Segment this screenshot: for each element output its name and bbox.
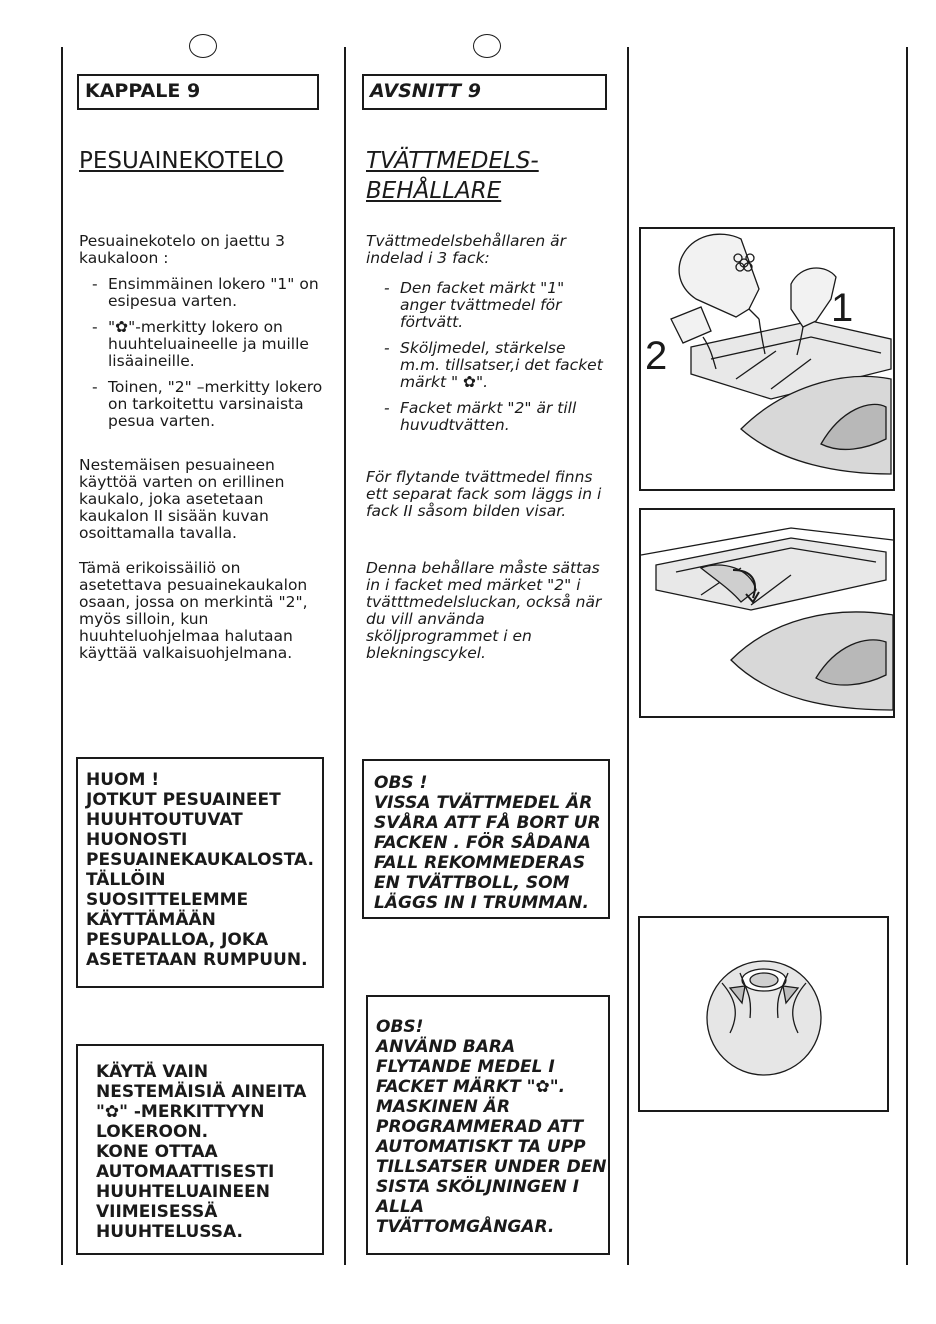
- compartment-list-fi: [88, 276, 324, 439]
- column-divider-left: [61, 47, 63, 1265]
- special-container-para-fi: Tämä erikoissäiliö on asetettava pesuainekaukalon osaan, jossa on merkintä "2", myös silloin, kun huuhteluohjelmaa halutaan käyttää valkaisuohjelmana.: [79, 559, 308, 662]
- drawer-pouring-illustration: [641, 229, 893, 489]
- wash-ball-illustration: [640, 918, 887, 1110]
- column-divider-middle-right: [627, 47, 629, 1265]
- section-label-text: AVSNITT 9: [370, 80, 481, 102]
- intro-sv: Tvättmedelsbehållaren är indelad i 3 fack:: [366, 232, 567, 267]
- page-title-sv: TVÄTTMEDELS- BEHÅLLARE: [366, 148, 539, 204]
- page-title-fi: PESUAINEKOTELO: [79, 148, 284, 174]
- drawer-insert-illustration: [641, 510, 893, 716]
- compartment-list-sv: [380, 280, 610, 443]
- section-label-text: KAPPALE 9: [85, 80, 201, 102]
- list-item: - "✿"-merkitty lokero on huuhteluaineelle ja muille lisäaineille.: [92, 318, 309, 370]
- column-divider-right: [906, 47, 908, 1265]
- language-circle-sv: [473, 34, 501, 58]
- notice-box-sv: OBS ! VISSA TVÄTTMEDEL ÄR SVÅRA ATT FÅ BORT UR FACKEN . FÖR SÅDANA FALL REKOMMEDERAS EN TVÄTTBOLL, SOM LÄGGS IN I TRUMMAN.: [362, 759, 610, 919]
- intro-text: Pesuainekotelo on jaettu 3 kaukaloon :: [79, 232, 285, 267]
- liquid-only-box-fi: KÄYTÄ VAIN NESTEMÄISIÄ AINEITA "✿" -MERKITTYYN LOKEROON. KONE OTTAA AUTOMAATTISESTI HUUHTELUAINEEN VIIMEISESSÄ HUUHTELUSSA.: [76, 1044, 324, 1255]
- section-label-fi: [77, 74, 319, 110]
- container-para-sv: Denna behållare måste sättas in i facket med märket "2" i tvätttmedelsluckan, också när du vill använda sköljprogrammet i en blekningscykel.: [366, 559, 602, 662]
- notice-box-fi: HUOM ! JOTKUT PESUAINEET HUUHTOUTUVAT HUONOSTI PESUAINEKAUKALOSTA. TÄLLÖIN SUOSITTELEMME KÄYTTÄMÄÄN PESUPALLOA, JOKA ASETETAAN RUMPUUN.: [76, 757, 324, 988]
- liquid-only-box-sv: OBS! ANVÄND BARA FLYTANDE MEDEL I FACKET MÄRKT "✿". MASKINEN ÄR PROGRAMMERAD ATT AUTOMATISKT TA UPP TILLSATSER UNDER DEN SISTA SKÖLJNINGEN I ALLA TVÄTTOMGÅNGAR.: [366, 995, 610, 1255]
- list-item: - Sköljmedel, stärkelse m.m. tillsatser,i det facket märkt " ✿".: [384, 339, 603, 391]
- section-label-sv: [362, 74, 607, 110]
- liquid-detergent-para-sv: För flytande tvättmedel finns ett separat fack som läggs in i fack II såsom bilden visar.: [366, 468, 602, 520]
- list-item: - Den facket märkt "1" anger tvättmedel för förtvätt.: [384, 279, 565, 331]
- list-item: - Facket märkt "2" är till huvudtvätten.: [384, 399, 577, 434]
- language-circle-fi: [189, 34, 217, 58]
- list-item: - Ensimmäinen lokero "1" on esipesua varten.: [92, 275, 319, 310]
- list-item: - Toinen, "2" –merkitty lokero on tarkoitettu varsinaista pesua varten.: [92, 378, 323, 430]
- column-divider-middle-left: [344, 47, 346, 1265]
- figure-pouring-detergent: [639, 227, 895, 491]
- figure-wash-ball: [638, 916, 889, 1112]
- intro-fi: [79, 233, 319, 267]
- compartment-label-1: 1: [831, 286, 854, 330]
- liquid-detergent-para-fi: Nestemäisen pesuaineen käyttöä varten on erillinen kaukalo, joka asetetaan kaukalon II sisään kuvan osoittamalla tavalla.: [79, 456, 285, 542]
- figure-liquid-container: [639, 508, 895, 718]
- compartment-label-2: 2: [645, 334, 668, 378]
